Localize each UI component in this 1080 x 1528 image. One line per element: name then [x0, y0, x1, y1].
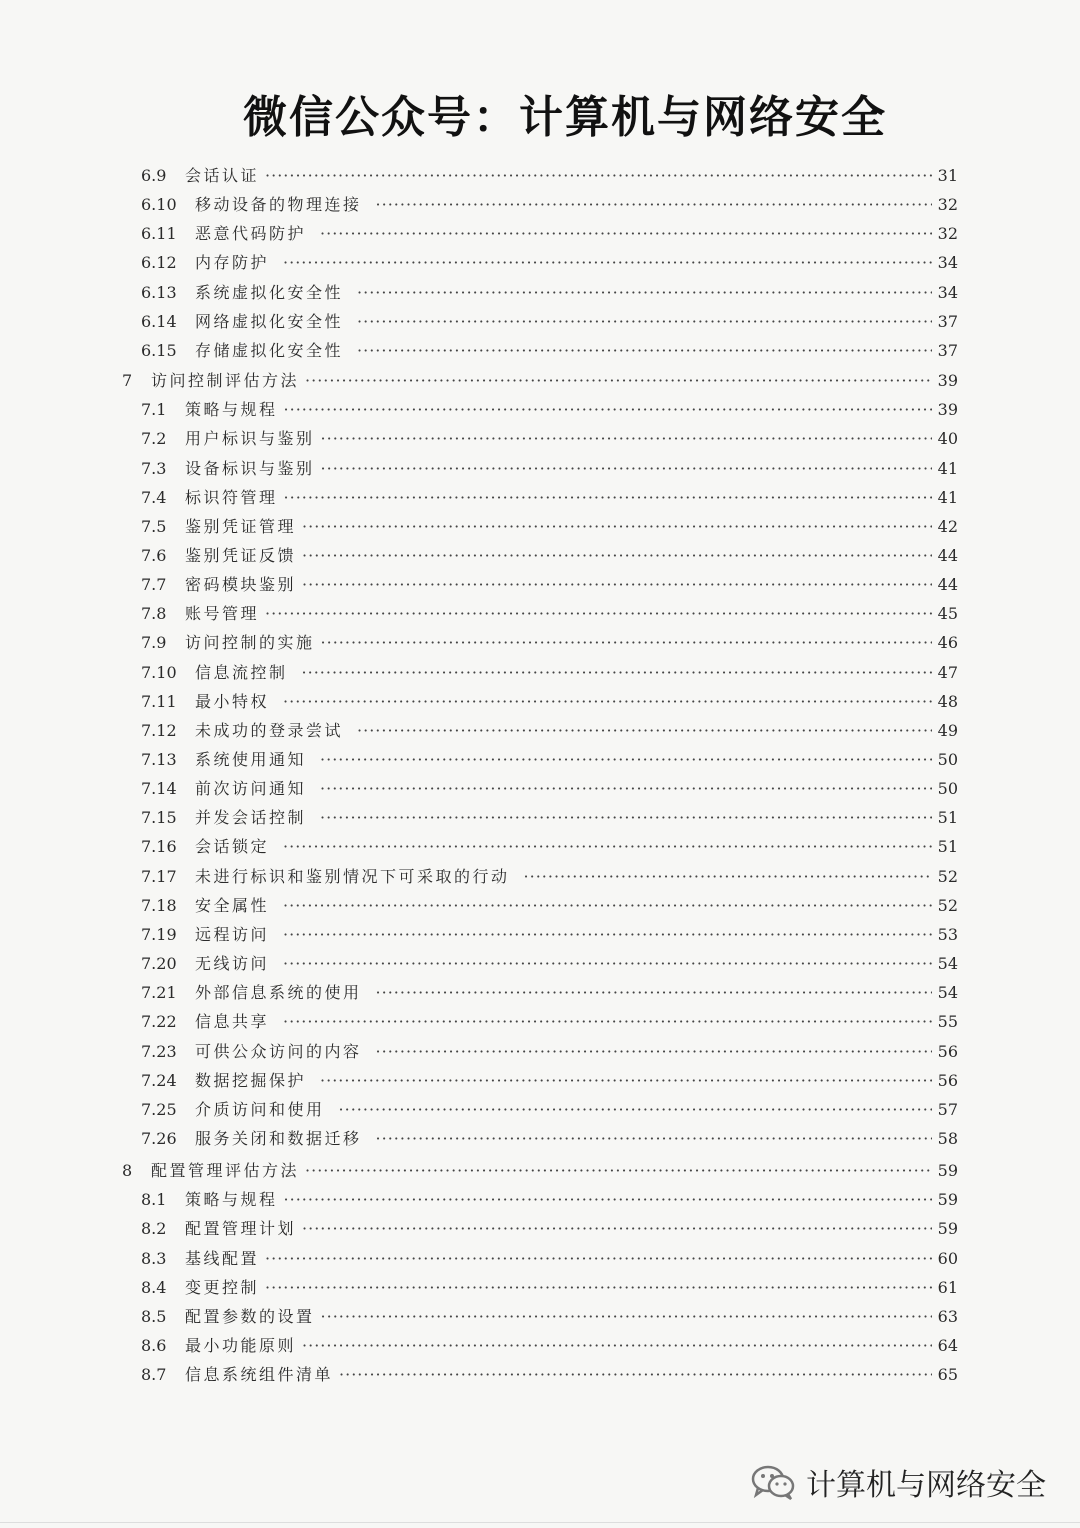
toc-leader-dots — [283, 920, 932, 949]
toc-label: 会话锁定 — [195, 837, 270, 857]
toc-label: 配置管理计划 — [185, 1219, 297, 1239]
toc-number: 6.11 — [141, 224, 177, 244]
toc-leader-dots — [283, 949, 932, 978]
toc-leader-dots — [357, 307, 932, 336]
toc-leader-dots — [376, 978, 932, 1007]
toc-page-number: 39 — [937, 371, 958, 391]
toc-leader-dots — [320, 803, 932, 832]
divider — [0, 1522, 1080, 1523]
toc-leader-dots — [376, 190, 932, 219]
toc-label: 可供公众访问的内容 — [195, 1041, 362, 1061]
toc-number: 7.10 — [141, 662, 177, 682]
toc-row — [0, 570, 1080, 599]
page-title: 微信公众号：计算机与网络安全 — [243, 92, 887, 144]
toc-leader-dots — [357, 716, 932, 745]
toc-page-number: 31 — [937, 166, 958, 185]
toc-leader-dots — [376, 1037, 932, 1066]
toc-leader-dots — [302, 541, 932, 570]
toc-row — [0, 803, 1080, 832]
toc-leader-dots — [320, 1066, 932, 1095]
toc-number: 7.21 — [141, 983, 177, 1003]
toc-row — [0, 278, 1080, 307]
toc-row — [0, 219, 1080, 248]
toc-leader-dots — [283, 1007, 932, 1036]
toc-row — [0, 1331, 1080, 1360]
toc-label: 会话认证 — [185, 166, 260, 185]
toc-label: 基线配置 — [185, 1248, 260, 1268]
toc-leader-dots — [284, 1185, 932, 1214]
toc-page-number: 49 — [937, 720, 958, 740]
toc-row — [0, 920, 1080, 949]
toc-label: 系统虚拟化安全性 — [195, 282, 344, 302]
toc-row — [0, 658, 1080, 687]
toc-number: 8.1 — [141, 1190, 167, 1210]
toc-label: 标识符管理 — [185, 487, 278, 507]
toc-row — [0, 1124, 1080, 1153]
toc-number: 7.23 — [141, 1041, 177, 1061]
toc-row — [0, 628, 1080, 657]
toc-leader-dots — [302, 570, 932, 599]
toc-label: 变更控制 — [185, 1277, 260, 1297]
toc-label: 存储虚拟化安全性 — [195, 340, 344, 360]
toc-page-number: 59 — [937, 1190, 958, 1210]
toc-number: 7.3 — [141, 458, 167, 478]
toc-number: 8 — [122, 1161, 133, 1181]
toc-row — [0, 1214, 1080, 1243]
toc-label: 数据挖掘保护 — [195, 1070, 307, 1090]
toc-page-number: 52 — [937, 895, 958, 915]
toc-label: 设备标识与鉴别 — [185, 458, 315, 478]
toc-label: 策略与规程 — [185, 400, 278, 420]
toc-page-number: 63 — [937, 1306, 958, 1326]
toc-leader-dots — [305, 366, 932, 395]
toc-page-number: 60 — [937, 1248, 958, 1268]
toc-number: 7.1 — [141, 400, 167, 420]
toc-row — [0, 454, 1080, 483]
toc-page-number: 44 — [937, 545, 958, 565]
toc-label: 安全属性 — [195, 895, 270, 915]
toc-label: 配置参数的设置 — [185, 1306, 315, 1326]
toc-leader-dots — [321, 1302, 932, 1331]
toc-leader-dots — [284, 395, 932, 424]
toc-page-number: 40 — [937, 429, 958, 449]
toc-label: 策略与规程 — [185, 1190, 278, 1210]
toc-leader-dots — [339, 1095, 932, 1124]
toc-page-number: 50 — [937, 779, 958, 799]
toc-leader-dots — [283, 687, 932, 716]
toc-number: 7.20 — [141, 954, 177, 974]
toc-label: 并发会话控制 — [195, 808, 307, 828]
toc-page-number: 42 — [937, 516, 958, 536]
toc-number: 7.24 — [141, 1070, 177, 1090]
toc-number: 6.12 — [141, 253, 177, 273]
toc-row — [0, 832, 1080, 861]
toc-label: 信息系统组件清单 — [185, 1365, 334, 1385]
toc-number: 7.18 — [141, 895, 177, 915]
toc-number: 8.7 — [141, 1365, 167, 1385]
toc-row — [0, 1244, 1080, 1273]
toc-row — [0, 1095, 1080, 1124]
toc-leader-dots — [283, 832, 932, 861]
toc-row — [0, 307, 1080, 336]
toc-label: 恶意代码防护 — [195, 224, 307, 244]
toc-number: 8.3 — [141, 1248, 167, 1268]
toc-label: 外部信息系统的使用 — [195, 983, 362, 1003]
toc-page-number: 44 — [937, 575, 958, 595]
toc-label: 最小功能原则 — [185, 1336, 297, 1355]
toc-page-number: 54 — [937, 983, 958, 1003]
toc-row — [0, 1156, 1080, 1185]
toc-row — [0, 366, 1080, 395]
toc-leader-dots — [305, 1156, 932, 1185]
toc-page-number: 34 — [937, 253, 958, 273]
toc-leader-dots — [376, 1124, 932, 1153]
toc-leader-dots — [283, 891, 932, 920]
toc-number: 7.16 — [141, 837, 177, 857]
toc-page-number: 61 — [937, 1277, 958, 1297]
toc-number: 7.4 — [141, 487, 167, 507]
toc-leader-dots — [302, 658, 932, 687]
toc-leader-dots — [320, 745, 932, 774]
toc-row — [0, 512, 1080, 541]
toc-leader-dots — [524, 862, 932, 891]
toc-leader-dots — [265, 161, 932, 190]
toc-leader-dots — [321, 454, 932, 483]
toc-row — [0, 541, 1080, 570]
toc-number: 7.8 — [141, 604, 167, 624]
toc-row — [0, 949, 1080, 978]
toc-row — [0, 161, 1080, 190]
toc-page-number: 58 — [937, 1128, 958, 1148]
toc-row — [0, 1037, 1080, 1066]
toc-number: 8.4 — [141, 1277, 167, 1297]
toc-leader-dots — [302, 512, 932, 541]
toc-row — [0, 774, 1080, 803]
toc-label: 鉴别凭证反馈 — [185, 545, 297, 565]
toc-row — [0, 248, 1080, 277]
toc-number: 7 — [122, 371, 133, 391]
toc-number: 7.15 — [141, 808, 177, 828]
toc-number: 7.11 — [141, 691, 177, 711]
toc-label: 系统使用通知 — [195, 750, 307, 769]
wechat-icon — [750, 1462, 798, 1502]
toc-number: 7.22 — [141, 1012, 177, 1032]
toc-label: 未进行标识和鉴别情况下可采取的行动 — [195, 866, 510, 886]
toc-leader-dots — [339, 1360, 932, 1389]
toc-number: 6.14 — [141, 311, 177, 331]
toc-number: 7.5 — [141, 516, 167, 536]
toc-row — [0, 1066, 1080, 1095]
toc-row — [0, 336, 1080, 365]
toc-number: 7.14 — [141, 779, 177, 799]
toc-row — [0, 424, 1080, 453]
toc-label: 访问控制的实施 — [185, 633, 315, 653]
toc-number: 8.2 — [141, 1219, 167, 1239]
toc-number: 7.17 — [141, 866, 177, 886]
toc-number: 6.10 — [141, 195, 177, 215]
toc-number: 7.19 — [141, 924, 177, 944]
toc-number: 7.25 — [141, 1099, 177, 1119]
toc-page-number: 48 — [937, 691, 958, 711]
watermark — [750, 1456, 1046, 1508]
toc-label: 最小特权 — [195, 691, 270, 711]
toc-row — [0, 1360, 1080, 1389]
toc-page-number: 54 — [937, 954, 958, 974]
toc-number: 7.13 — [141, 750, 177, 769]
toc-leader-dots — [265, 1244, 932, 1273]
toc-row — [0, 891, 1080, 920]
toc-page-number: 39 — [937, 400, 958, 420]
toc-label: 配置管理评估方法 — [151, 1161, 300, 1181]
toc-row — [0, 190, 1080, 219]
toc-number: 8.5 — [141, 1306, 167, 1326]
toc-row — [0, 862, 1080, 891]
toc-page-number: 37 — [937, 311, 958, 331]
toc-label: 网络虚拟化安全性 — [195, 311, 344, 331]
toc-row — [0, 1007, 1080, 1036]
toc-page-number: 64 — [937, 1336, 958, 1355]
toc-row — [0, 483, 1080, 512]
toc-label: 密码模块鉴别 — [185, 575, 297, 595]
toc-label: 访问控制评估方法 — [151, 371, 300, 391]
toc-leader-dots — [357, 336, 932, 365]
toc-page-number: 55 — [937, 1012, 958, 1032]
toc-leader-dots — [265, 1273, 932, 1302]
toc-row — [0, 978, 1080, 1007]
toc-row — [0, 1273, 1080, 1302]
toc-leader-dots — [321, 628, 932, 657]
toc-page-number: 50 — [937, 750, 958, 769]
toc-leader-dots — [321, 424, 932, 453]
toc-page-number: 34 — [937, 282, 958, 302]
toc-number: 7.7 — [141, 575, 167, 595]
toc-page-number: 65 — [937, 1365, 958, 1385]
toc-row — [0, 1185, 1080, 1214]
toc-row — [0, 745, 1080, 774]
toc-number: 8.6 — [141, 1336, 167, 1355]
toc-number: 6.13 — [141, 282, 177, 302]
toc-page-number: 51 — [937, 808, 958, 828]
toc-label: 内存防护 — [195, 253, 270, 273]
toc-number: 7.6 — [141, 545, 167, 565]
toc-number: 6.15 — [141, 340, 177, 360]
toc-page-number: 51 — [937, 837, 958, 857]
toc-page-number: 45 — [937, 604, 958, 624]
toc-row — [0, 716, 1080, 745]
toc-leader-dots — [357, 278, 932, 307]
toc-label: 未成功的登录尝试 — [195, 720, 344, 740]
toc-page-number: 52 — [937, 866, 958, 886]
toc-label: 信息共享 — [195, 1012, 270, 1032]
toc-page-number: 59 — [937, 1161, 958, 1181]
toc-page-number: 57 — [937, 1099, 958, 1119]
toc-number: 7.12 — [141, 720, 177, 740]
toc-row — [0, 599, 1080, 628]
toc-leader-dots — [320, 774, 932, 803]
watermark-text: 计算机与网络安全 — [806, 1468, 1046, 1503]
toc-label: 介质访问和使用 — [195, 1099, 325, 1119]
toc-page-number: 56 — [937, 1070, 958, 1090]
toc-label: 前次访问通知 — [195, 779, 307, 799]
toc-page-number: 41 — [937, 458, 958, 478]
toc-number: 6.9 — [141, 166, 167, 185]
toc-leader-dots — [265, 599, 932, 628]
toc-number: 7.26 — [141, 1128, 177, 1148]
toc-page-number: 46 — [937, 633, 958, 653]
toc-page-number: 59 — [937, 1219, 958, 1239]
toc-leader-dots — [284, 483, 932, 512]
toc-number: 7.2 — [141, 429, 167, 449]
toc-leader-dots — [302, 1214, 932, 1243]
toc-leader-dots — [283, 248, 932, 277]
toc-label: 鉴别凭证管理 — [185, 516, 297, 536]
toc-label: 移动设备的物理连接 — [195, 195, 362, 215]
toc-leader-dots — [302, 1331, 932, 1360]
toc-row — [0, 395, 1080, 424]
toc-page-number: 37 — [937, 340, 958, 360]
toc-label: 远程访问 — [195, 924, 270, 944]
toc-label: 信息流控制 — [195, 662, 288, 682]
toc-page-number: 56 — [937, 1041, 958, 1061]
toc-page-number: 47 — [937, 662, 958, 682]
toc-label: 账号管理 — [185, 604, 260, 624]
toc-row — [0, 687, 1080, 716]
toc-page-number: 32 — [937, 195, 958, 215]
toc-number: 7.9 — [141, 633, 167, 653]
toc-row — [0, 1302, 1080, 1331]
toc-page-number: 53 — [937, 924, 958, 944]
toc-label: 用户标识与鉴别 — [185, 429, 315, 449]
toc-label: 服务关闭和数据迁移 — [195, 1128, 362, 1148]
toc-leader-dots — [320, 219, 932, 248]
toc-page-number: 41 — [937, 487, 958, 507]
toc-label: 无线访问 — [195, 954, 270, 974]
toc-page-number: 32 — [937, 224, 958, 244]
